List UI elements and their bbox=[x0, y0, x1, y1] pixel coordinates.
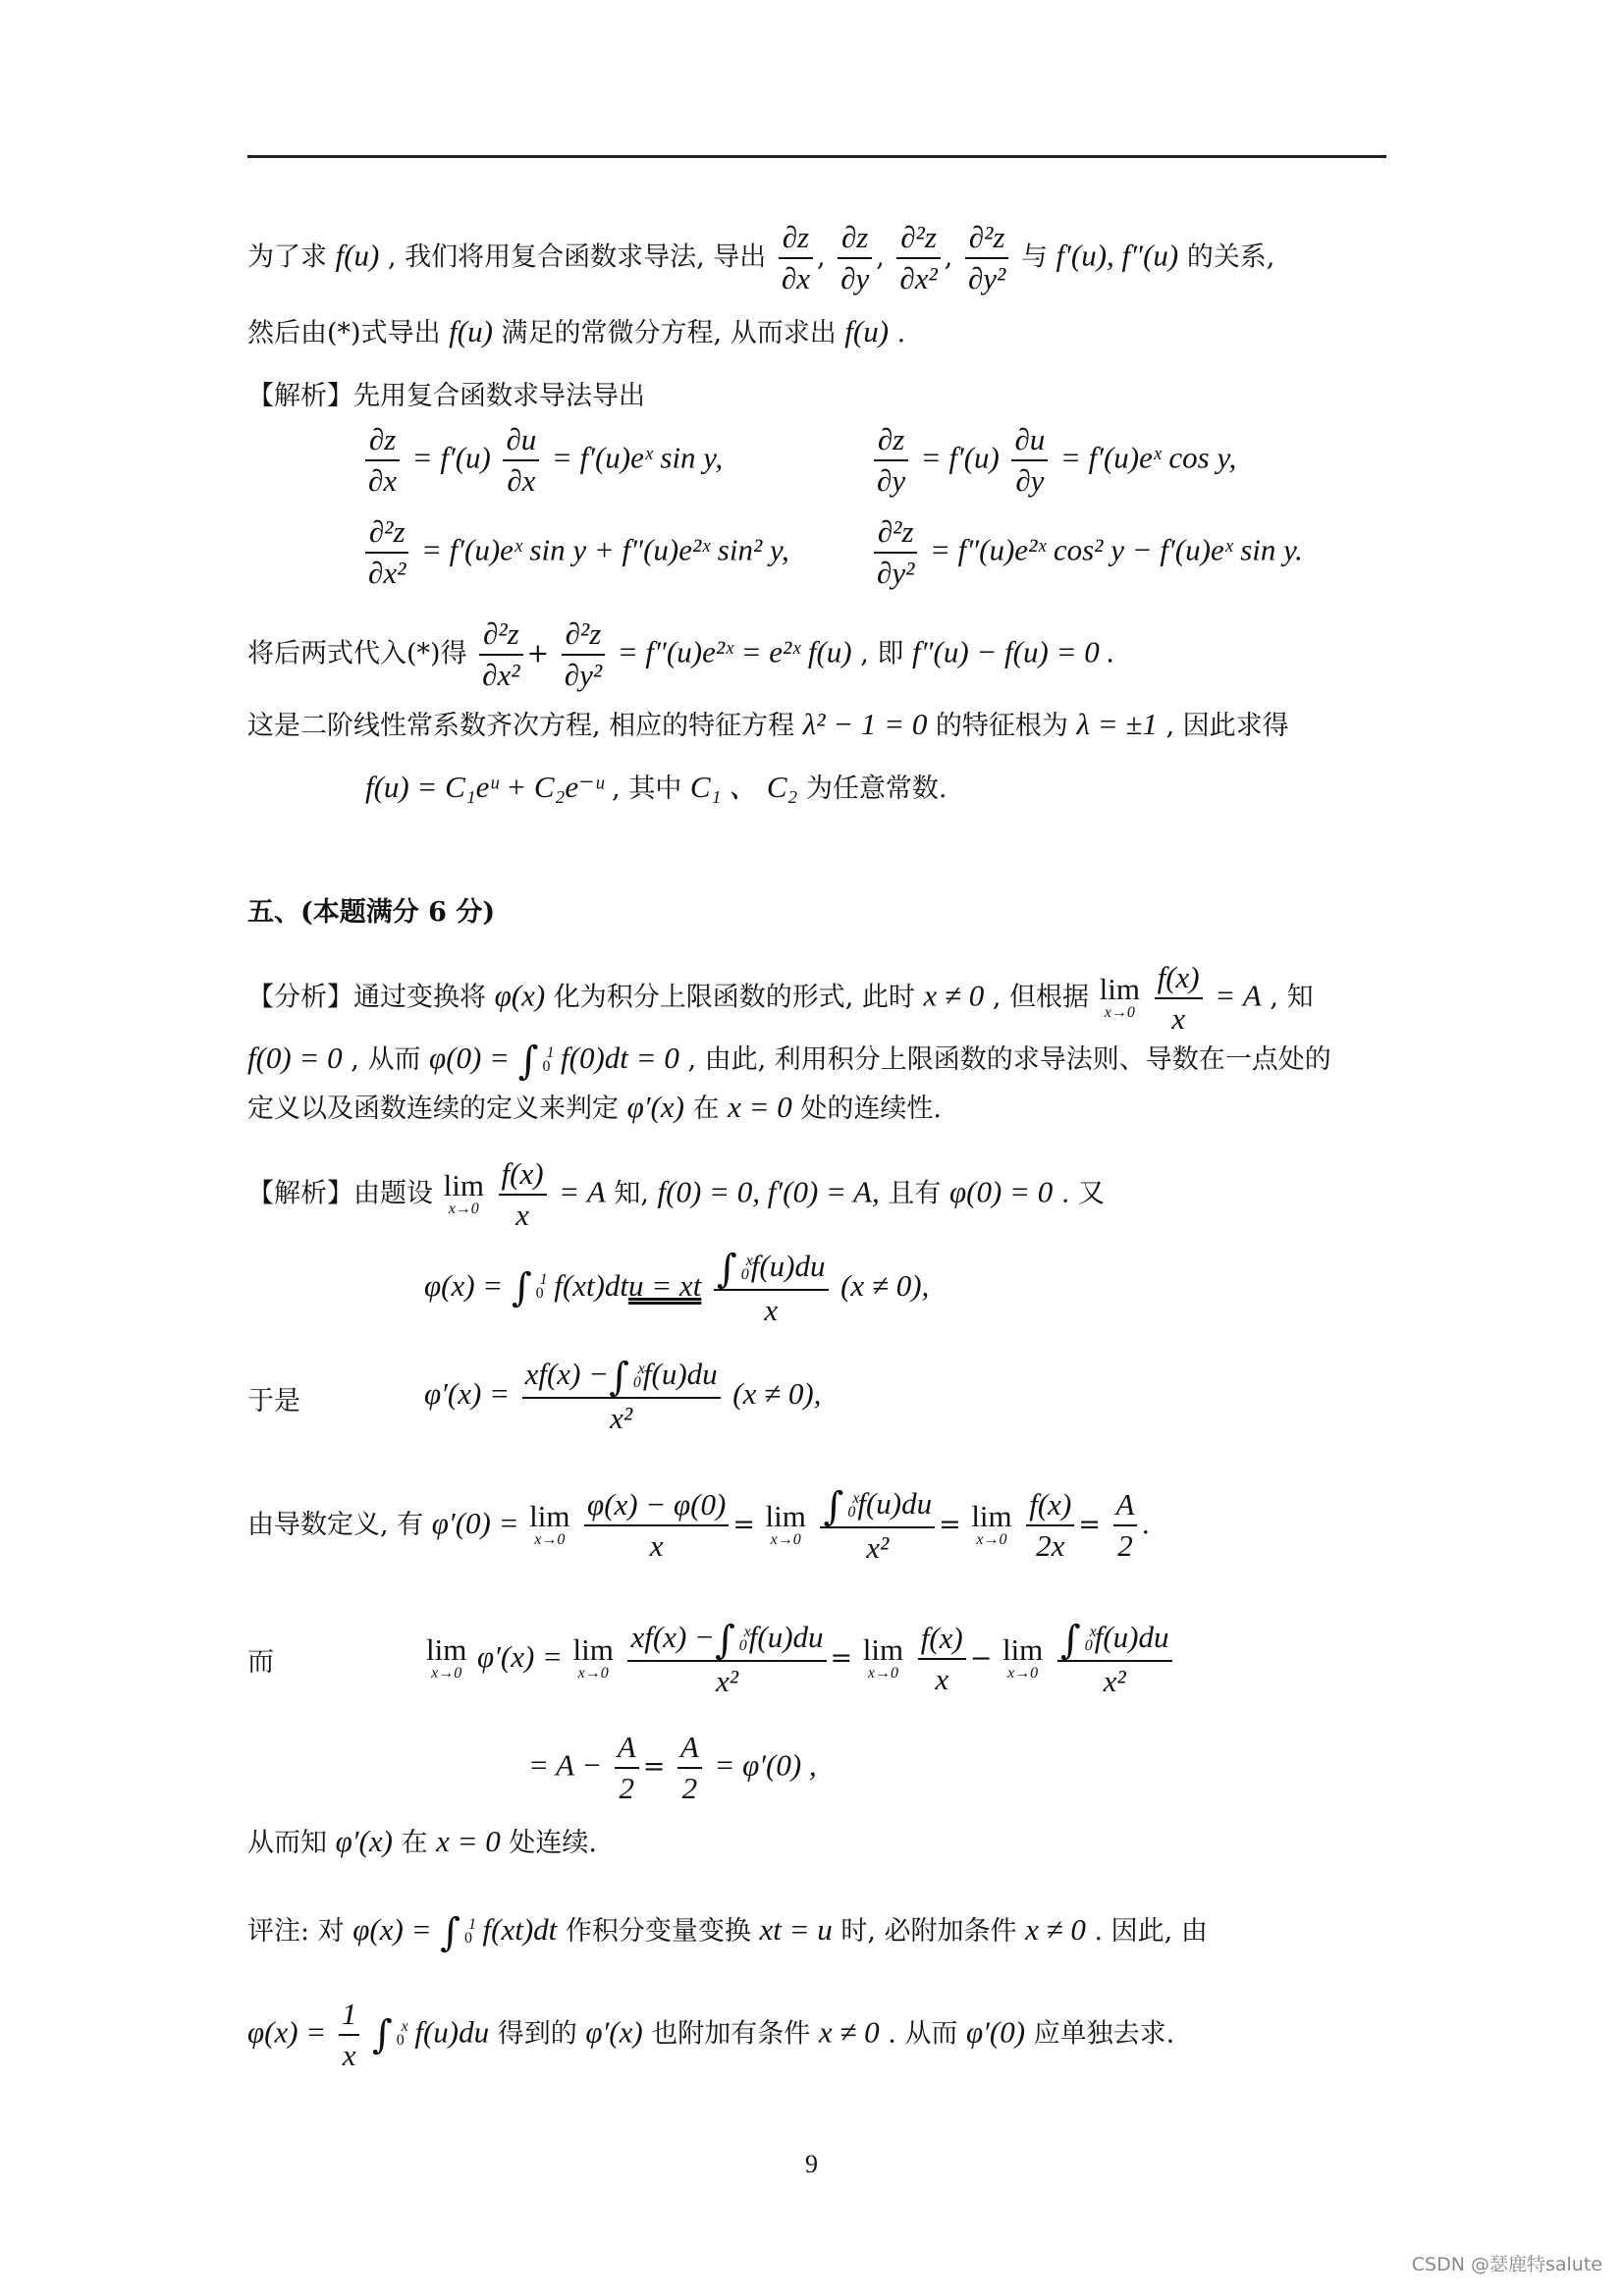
lim-sub: x→0 bbox=[867, 1665, 898, 1682]
lower: 0 bbox=[396, 2032, 405, 2049]
math: f(u) bbox=[844, 314, 890, 348]
integral-sign: ∫ 1 0 bbox=[512, 1268, 546, 1308]
den: ∂x² bbox=[482, 658, 520, 692]
derivative-definition: 由导数定义, 有 φ′(0) = lim x→0 $\frac{\varphi(x) - \varphi(0)}{x}$ = lim x→0 ∫ x 0 f(u)du x² = lim x→0 $\frac{f(x)}{2x}$ = $\frac{A}{2}$ . bbox=[247, 1484, 1150, 1568]
text: 从而知 bbox=[247, 1828, 327, 1858]
fraction bbox=[339, 1995, 360, 2075]
text: 化为积分上限函数的形式, 此时 bbox=[553, 982, 915, 1013]
text: . 因此, 由 bbox=[1094, 1916, 1208, 1947]
lower: 0 bbox=[463, 1929, 472, 1947]
text: 的关系, bbox=[1186, 241, 1275, 273]
math: = f′(u) bbox=[920, 440, 1000, 475]
math: x ≠ 0 bbox=[1025, 1912, 1086, 1947]
text: 先用复合函数求导法导出 bbox=[353, 381, 645, 411]
integrand: f(u)du bbox=[857, 1486, 933, 1521]
text: 也附加有条件 bbox=[651, 2018, 811, 2050]
math: φ(0) = 0 bbox=[949, 1174, 1054, 1209]
num: ∂z bbox=[365, 420, 400, 461]
lead: xf(x) − bbox=[524, 1357, 610, 1391]
phi-prime-eq bbox=[424, 1355, 821, 1438]
math: φ(x) = bbox=[247, 2014, 327, 2050]
math: φ(x) = bbox=[352, 1912, 432, 1947]
math: = f″(u)e²ˣ cos² y − f′(u)eˣ sin y. bbox=[929, 532, 1303, 567]
math: C₁ 、 C₂ bbox=[689, 770, 798, 804]
text: 作积分变量变换 bbox=[565, 1916, 751, 1947]
math: f(u) = C₁eᵘ + C₂e⁻ᵘ bbox=[365, 770, 604, 804]
math: f″(u) − f(u) = 0 . bbox=[911, 634, 1115, 669]
text: , 知 bbox=[1270, 982, 1314, 1013]
limit bbox=[1001, 1632, 1044, 1682]
text: , 我们将用复合函数求导法, 导出 bbox=[387, 241, 767, 273]
den: x bbox=[649, 1528, 664, 1564]
watermark: CSDN @瑟鹿特salute bbox=[1411, 2254, 1602, 2275]
lim-sub: x→0 bbox=[1007, 1665, 1039, 1682]
den: ∂x² bbox=[368, 556, 406, 590]
integral-sign: ∫ 1 0 bbox=[440, 1913, 474, 1952]
fraction bbox=[918, 1619, 966, 1699]
math: f′(u), f″(u) bbox=[1056, 238, 1179, 273]
den: 2 bbox=[681, 1771, 698, 1805]
den: 2 bbox=[1117, 1528, 1133, 1564]
den: ∂x² bbox=[899, 261, 938, 295]
equation-dzdy bbox=[870, 420, 1236, 501]
math: = A − bbox=[528, 1747, 603, 1783]
fraction bbox=[1113, 1485, 1138, 1566]
fraction bbox=[615, 1728, 639, 1808]
er-label: 而 bbox=[247, 1647, 274, 1678]
den: x² bbox=[610, 1400, 633, 1435]
math: x ≠ 0 bbox=[923, 978, 985, 1013]
header-rule bbox=[247, 155, 1386, 158]
label: 【解析】 bbox=[247, 1178, 353, 1209]
math: (x ≠ 0), bbox=[732, 1375, 822, 1411]
den: ∂y² bbox=[877, 556, 915, 590]
fraction bbox=[365, 512, 408, 593]
lower: 0 bbox=[1084, 1636, 1093, 1654]
num: f(x) bbox=[1026, 1485, 1074, 1526]
math: = φ′(0) , bbox=[714, 1747, 817, 1783]
text: 为任意常数. bbox=[805, 774, 947, 804]
num: f(x) bbox=[1155, 958, 1203, 999]
upper: x bbox=[637, 1360, 645, 1377]
num bbox=[522, 1355, 721, 1399]
text: . bbox=[896, 318, 906, 348]
num: f(x) bbox=[499, 1154, 547, 1196]
limit bbox=[1099, 972, 1140, 1022]
upper: x bbox=[745, 1252, 753, 1269]
limit bbox=[426, 1632, 467, 1682]
lim-sub: x→0 bbox=[534, 1531, 566, 1549]
limit bbox=[443, 1168, 484, 1218]
note-line-2 bbox=[247, 1995, 1174, 2075]
upper: x bbox=[1089, 1623, 1097, 1640]
den: ∂y bbox=[1015, 463, 1045, 498]
fraction bbox=[677, 1728, 702, 1808]
lower: 0 bbox=[740, 1265, 749, 1283]
lim: lim bbox=[971, 1499, 1012, 1534]
text: 且有 bbox=[888, 1178, 942, 1209]
text: 知, bbox=[614, 1178, 649, 1209]
limit bbox=[971, 1499, 1012, 1549]
text: 与 bbox=[1020, 241, 1048, 273]
math: = A bbox=[559, 1174, 606, 1209]
upper: x bbox=[401, 2018, 408, 2035]
integrand: f(u)du bbox=[748, 1620, 824, 1654]
den: ∂y bbox=[877, 463, 906, 498]
integral-sign: ∫ x 0 bbox=[715, 1621, 749, 1660]
math: f(u) bbox=[335, 238, 380, 273]
lim: lim bbox=[426, 1632, 467, 1668]
characteristic-line bbox=[247, 707, 1289, 744]
math: φ(x) bbox=[494, 978, 546, 1013]
text: 满足的常微分方程, 从而求出 bbox=[501, 318, 837, 348]
text: 由题设 bbox=[353, 1178, 433, 1209]
num: 1 bbox=[339, 1995, 360, 2036]
math: = f′(u)eˣ sin y + f″(u)e²ˣ sin² y, bbox=[420, 532, 789, 567]
fraction bbox=[584, 1485, 729, 1566]
text: , 但根据 bbox=[992, 982, 1090, 1013]
text: 这是二阶线性常系数齐次方程, 相应的特征方程 bbox=[247, 711, 795, 741]
num: ∂z bbox=[874, 420, 908, 461]
math: f(0)dt = 0 bbox=[561, 1041, 679, 1075]
math: f(u) bbox=[449, 314, 493, 348]
fraction bbox=[562, 614, 605, 695]
page-number: 9 bbox=[805, 2150, 818, 2178]
text: 评注: 对 bbox=[247, 1916, 345, 1947]
den: 2x bbox=[1036, 1528, 1065, 1564]
math: xt = u bbox=[759, 1912, 833, 1947]
text: , 从而 bbox=[351, 1044, 421, 1075]
fraction bbox=[874, 420, 908, 501]
math: = f′(u)eˣ cos y, bbox=[1059, 440, 1237, 475]
num: A bbox=[677, 1728, 702, 1769]
fraction bbox=[714, 1247, 829, 1330]
math: λ = ±1 bbox=[1076, 707, 1158, 741]
fraction-dz-dy bbox=[838, 218, 872, 298]
fenxi-line-1 bbox=[247, 958, 1314, 1039]
limit bbox=[862, 1632, 904, 1682]
text: 在 bbox=[401, 1828, 428, 1858]
lower: 0 bbox=[542, 1057, 551, 1075]
integral-sign: ∫ x 0 bbox=[717, 1250, 751, 1289]
text: , 即 bbox=[860, 638, 904, 669]
num: ∂²z bbox=[365, 512, 408, 554]
num: ∂u bbox=[503, 420, 539, 461]
lim-sub: x→0 bbox=[770, 1531, 801, 1549]
fraction-dz-dx bbox=[779, 218, 813, 298]
lim: lim bbox=[1001, 1632, 1044, 1668]
den: 2 bbox=[619, 1771, 634, 1805]
fenxi-line-2 bbox=[247, 1038, 1331, 1084]
fraction bbox=[820, 1484, 935, 1568]
math: f(xt)dt bbox=[482, 1912, 558, 1947]
math: (x ≠ 0), bbox=[840, 1267, 930, 1303]
fraction bbox=[522, 1355, 721, 1438]
den: x² bbox=[866, 1529, 890, 1565]
math: φ′(0) bbox=[965, 2014, 1026, 2050]
text: 在 bbox=[692, 1094, 720, 1124]
text: 处的连续性. bbox=[800, 1094, 942, 1124]
lim-sub: x→0 bbox=[431, 1665, 462, 1682]
text: 为了求 bbox=[247, 241, 327, 273]
lim-sub: x→0 bbox=[448, 1201, 479, 1217]
section-title: 五、(本题满分 6 分) bbox=[247, 897, 496, 928]
fraction-d2z-dy2 bbox=[965, 218, 1008, 298]
integral-sign: ∫ x 0 bbox=[823, 1487, 857, 1526]
fraction bbox=[1011, 420, 1048, 501]
equation-dzdx bbox=[361, 420, 723, 501]
text: , 由此, 利用积分上限函数的求导法则、导数在一点处的 bbox=[687, 1044, 1331, 1075]
math: φ′(x) bbox=[585, 2014, 643, 2050]
text: . 又 bbox=[1060, 1178, 1105, 1209]
math: = f′(u)eˣ sin y, bbox=[551, 440, 724, 475]
num: ∂u bbox=[1011, 420, 1048, 461]
upper: x bbox=[852, 1489, 860, 1507]
lower: 0 bbox=[847, 1503, 856, 1521]
num bbox=[820, 1484, 935, 1528]
math: f(0) = 0 bbox=[247, 1041, 343, 1075]
math: = A bbox=[1215, 978, 1262, 1013]
analysis-intro bbox=[247, 379, 645, 414]
fraction bbox=[874, 512, 917, 593]
num bbox=[714, 1247, 829, 1291]
lim-sub: x→0 bbox=[1104, 1004, 1135, 1021]
den: x² bbox=[1103, 1663, 1126, 1698]
substitution-line: 将后两式代入(*)得 $\frac{\text{∂²z}}{\text{∂x²}}$ + $\frac{\text{∂²z}}{\text{∂y²}}$ = f″(u)e²ˣ = e²ˣ f(u) , 即 f″(u) − f(u) = 0 . bbox=[247, 614, 1114, 695]
fraction bbox=[627, 1618, 826, 1701]
upper: 1 bbox=[467, 1915, 476, 1933]
text: 得到的 bbox=[497, 2018, 577, 2050]
substitution: u = xt bbox=[628, 1267, 702, 1303]
num bbox=[1057, 1618, 1172, 1662]
fenxi-line-3 bbox=[247, 1090, 942, 1127]
note-line-1 bbox=[247, 1909, 1208, 1955]
math: f(xt)dt bbox=[554, 1267, 629, 1303]
math: φ′(x) bbox=[335, 1824, 393, 1858]
text: 定义以及函数连续的定义来判定 bbox=[247, 1094, 619, 1124]
den: x bbox=[935, 1662, 949, 1697]
lim: lim bbox=[862, 1632, 904, 1668]
text: 由导数定义, 有 bbox=[247, 1509, 424, 1540]
integrand: f(u)du bbox=[642, 1357, 718, 1391]
math: φ′(x) = bbox=[424, 1375, 511, 1411]
math: = f′(u) bbox=[411, 440, 491, 475]
math: φ′(x) bbox=[626, 1090, 684, 1124]
fraction bbox=[499, 1154, 547, 1235]
lead: xf(x) − bbox=[630, 1620, 715, 1654]
math: x ≠ 0 bbox=[818, 2014, 880, 2050]
num: ∂²z bbox=[896, 218, 940, 259]
text: 通过变换将 bbox=[353, 982, 486, 1013]
text: 的特征根为 bbox=[935, 711, 1068, 741]
label: 【分析】 bbox=[247, 982, 353, 1013]
fraction bbox=[503, 420, 539, 501]
integrand: f(u)du bbox=[1094, 1620, 1169, 1654]
math: f(u)du bbox=[414, 2014, 490, 2050]
label: 【解析】 bbox=[247, 381, 353, 411]
lim: lim bbox=[443, 1168, 484, 1202]
text: . 从而 bbox=[888, 2018, 958, 2050]
math: x = 0 bbox=[436, 1824, 501, 1858]
num: ∂z bbox=[838, 218, 872, 259]
jiexi-line-1 bbox=[247, 1154, 1105, 1235]
num: ∂²z bbox=[562, 614, 605, 656]
num: ∂²z bbox=[965, 218, 1008, 259]
equation-d2zdy2 bbox=[870, 512, 1303, 593]
intro-line-1: 为了求 f(u) , 我们将用复合函数求导法, 导出 $\frac{\partial z}{\partial x}$ , $\frac{\partial z}{\partial y}$ , $\frac{\text{∂²z}}{\text{∂x²}}$ , $\frac{\text{∂²z}}{\text{∂y²}}$ 与 f′(u), f″(u) 的关系, bbox=[247, 218, 1274, 298]
final-equality: = A − $\frac{A}{2}$ = $\frac{A}{2}$ = φ′(0) , bbox=[528, 1728, 817, 1808]
num bbox=[627, 1618, 826, 1662]
conclusion-line bbox=[247, 1824, 597, 1861]
lim: lim bbox=[529, 1499, 570, 1534]
den: x bbox=[515, 1198, 529, 1232]
limit bbox=[572, 1632, 614, 1682]
text: , 因此求得 bbox=[1165, 711, 1289, 741]
num: f(x) bbox=[918, 1619, 966, 1660]
fraction bbox=[365, 420, 400, 501]
text: 处连续. bbox=[509, 1828, 597, 1858]
den: ∂x bbox=[507, 463, 536, 498]
den: x² bbox=[715, 1663, 739, 1698]
solution-line bbox=[365, 770, 947, 807]
num: φ(x) − φ(0) bbox=[584, 1485, 729, 1526]
den: ∂y² bbox=[967, 261, 1006, 295]
math: = f″(u)e²ˣ = e²ˣ f(u) bbox=[617, 634, 852, 669]
den: x bbox=[1171, 1001, 1185, 1036]
integral-sign: ∫ x 0 bbox=[372, 2015, 406, 2055]
upper: x bbox=[743, 1623, 751, 1640]
text: 然后由(*)式导出 bbox=[247, 318, 441, 348]
den: x bbox=[342, 2038, 356, 2072]
den: x bbox=[764, 1292, 779, 1327]
math: φ′(x) = bbox=[476, 1638, 563, 1674]
math: φ(0) = bbox=[429, 1041, 511, 1075]
text: 时, 必附加条件 bbox=[840, 1916, 1017, 1947]
den: ∂x bbox=[781, 261, 810, 295]
num: A bbox=[615, 1728, 639, 1769]
equation-d2zdx2 bbox=[361, 512, 789, 593]
intro-line-2 bbox=[247, 314, 905, 351]
text: , 其中 bbox=[612, 774, 682, 804]
lower: 0 bbox=[632, 1373, 641, 1391]
lower: 0 bbox=[535, 1285, 544, 1303]
upper: 1 bbox=[546, 1043, 555, 1061]
math: φ′(0) = bbox=[431, 1505, 519, 1540]
integral-sign: ∫ x 0 bbox=[1060, 1621, 1095, 1660]
integral-sign: ∫ 1 0 bbox=[518, 1041, 553, 1081]
text: 应单独去求. bbox=[1033, 2018, 1175, 2050]
fraction bbox=[1155, 958, 1203, 1039]
yushi-label: 于是 bbox=[247, 1386, 300, 1416]
limit bbox=[529, 1499, 570, 1549]
num: ∂²z bbox=[874, 512, 917, 554]
math: f(0) = 0, f′(0) = A, bbox=[657, 1174, 880, 1209]
lim-sub: x→0 bbox=[577, 1665, 609, 1682]
text: 将后两式代入(*)得 bbox=[247, 638, 467, 669]
math: x = 0 bbox=[728, 1090, 792, 1124]
integrand: f(u)du bbox=[750, 1249, 826, 1283]
limit-of-derivative: lim x→0 φ′(x) = lim x→0 xf(x) −∫ x 0 f(u)du x² = lim x→0 $\frac{f(x)}{x}$ − lim x→0 ∫ x 0 f(u)du x² bbox=[424, 1618, 1176, 1701]
fraction bbox=[1057, 1618, 1172, 1701]
num: A bbox=[1113, 1485, 1138, 1526]
lim: lim bbox=[1099, 972, 1140, 1006]
den: ∂x bbox=[368, 463, 398, 498]
integral-sign: ∫ x 0 bbox=[609, 1358, 643, 1397]
fraction bbox=[479, 614, 522, 695]
fraction-d2z-dx2 bbox=[896, 218, 940, 298]
den: ∂y bbox=[840, 261, 870, 295]
limit bbox=[765, 1499, 806, 1549]
math: φ(x) = bbox=[424, 1267, 504, 1303]
lower: 0 bbox=[738, 1636, 747, 1654]
phi-definition bbox=[424, 1247, 929, 1330]
lim: lim bbox=[572, 1632, 614, 1668]
num: ∂²z bbox=[479, 614, 522, 656]
upper: 1 bbox=[539, 1271, 548, 1289]
lim-sub: x→0 bbox=[976, 1531, 1007, 1549]
math: λ² − 1 = 0 bbox=[802, 707, 928, 741]
lim: lim bbox=[765, 1499, 806, 1534]
den: ∂y² bbox=[564, 658, 603, 692]
num: ∂z bbox=[779, 218, 813, 259]
fraction bbox=[1026, 1485, 1074, 1566]
